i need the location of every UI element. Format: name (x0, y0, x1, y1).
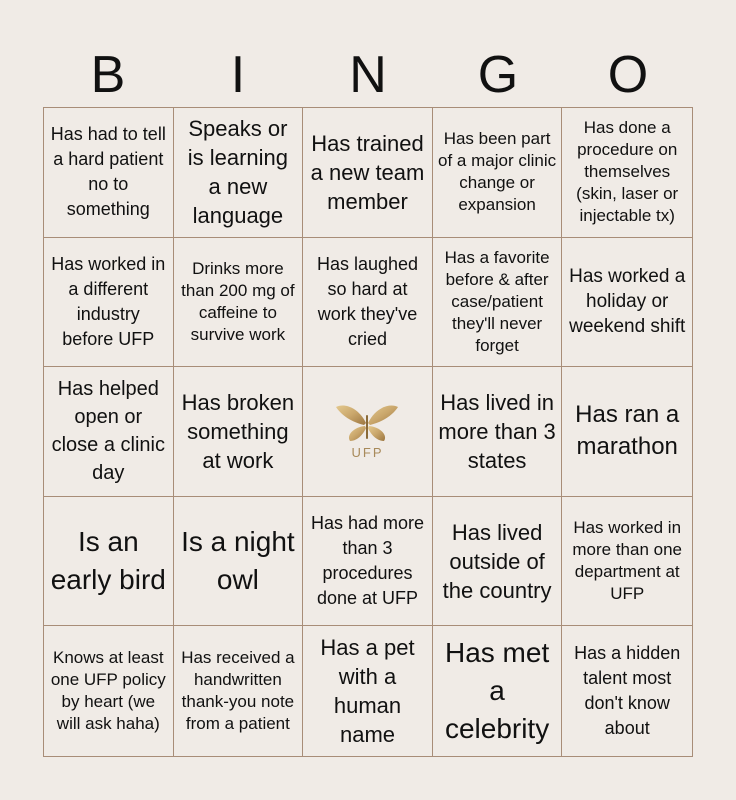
header-letter-g: G (477, 46, 519, 104)
butterfly-logo-icon (334, 403, 400, 443)
cell-text: Has trained a new team member (310, 130, 425, 214)
bingo-cell[interactable] (303, 238, 433, 368)
bingo-cell[interactable] (303, 497, 433, 627)
cell-text: Has broken something at work (181, 389, 295, 473)
bingo-cell[interactable] (433, 626, 563, 756)
header-letter-b: B (90, 46, 126, 104)
header-letter-n: N (349, 46, 387, 104)
bingo-cell[interactable] (433, 238, 563, 368)
cell-text: Has had to tell a hard patient no to something (50, 124, 166, 220)
header-letter-o: O (607, 46, 649, 104)
bingo-cell[interactable] (433, 497, 563, 627)
bingo-cell[interactable] (44, 238, 174, 368)
bingo-cell[interactable] (303, 108, 433, 238)
cell-text: Has been part of a major clinic change or expansion (438, 129, 557, 215)
cell-text: Drinks more than 200 mg of caffeine to survive work (181, 258, 295, 344)
cell-text: Has helped open or close a clinic day (51, 378, 165, 485)
cell-text: Has done a procedure on themselves (skin, laser or injectable tx) (576, 118, 679, 226)
bingo-cell[interactable] (44, 108, 174, 238)
bingo-cell[interactable] (433, 108, 563, 238)
cell-text: Has met a celebrity (444, 637, 550, 745)
bingo-cell[interactable] (562, 238, 692, 368)
cell-text: Is an early bird (50, 526, 166, 596)
free-space-cell[interactable] (303, 367, 433, 497)
cell-text: Speaks or is learning a new language (187, 116, 289, 229)
cell-text: Has received a handwritten thank-you note from a patient (181, 648, 295, 734)
bingo-cell[interactable] (433, 367, 563, 497)
cell-text: Has worked a holiday or weekend shift (569, 266, 686, 338)
bingo-board (43, 107, 693, 757)
cell-text: Has a pet with a human name (320, 635, 415, 748)
center-logo (334, 403, 400, 460)
bingo-cell[interactable] (562, 497, 692, 627)
logo-text: UFP (351, 444, 384, 460)
cell-text: Has laughed so hard at work they've cried (316, 253, 419, 349)
cell-text: Has lived in more than 3 states (438, 389, 556, 473)
cell-text: Has a favorite before & after case/patient they'll never forget (444, 247, 550, 355)
cell-text: Is a night owl (181, 526, 295, 596)
cell-text: Has a hidden talent most don't know about (574, 643, 681, 739)
bingo-cell[interactable] (44, 367, 174, 497)
bingo-cell[interactable] (562, 626, 692, 756)
bingo-cell[interactable] (562, 367, 692, 497)
bingo-cell[interactable] (562, 108, 692, 238)
bingo-cell[interactable] (174, 497, 304, 627)
cell-text: Has ran a marathon (575, 401, 680, 461)
bingo-cell[interactable] (303, 626, 433, 756)
bingo-cell[interactable] (44, 497, 174, 627)
bingo-cell[interactable] (174, 108, 304, 238)
cell-text: Has worked in more than one department at UFP (572, 518, 683, 604)
cell-text: Has had more than 3 procedures done at UFP (310, 513, 425, 609)
bingo-cell[interactable] (174, 238, 304, 368)
bingo-cell[interactable] (44, 626, 174, 756)
bingo-cell[interactable] (174, 626, 304, 756)
cell-text: Knows at least one UFP policy by heart (we will ask haha) (50, 648, 166, 734)
cell-text: Has worked in a different industry before UFP (51, 253, 166, 349)
bingo-cell[interactable] (174, 367, 304, 497)
bingo-header (43, 42, 693, 108)
cell-text: Has lived outside of the country (442, 519, 552, 603)
header-letter-i: I (230, 46, 246, 104)
